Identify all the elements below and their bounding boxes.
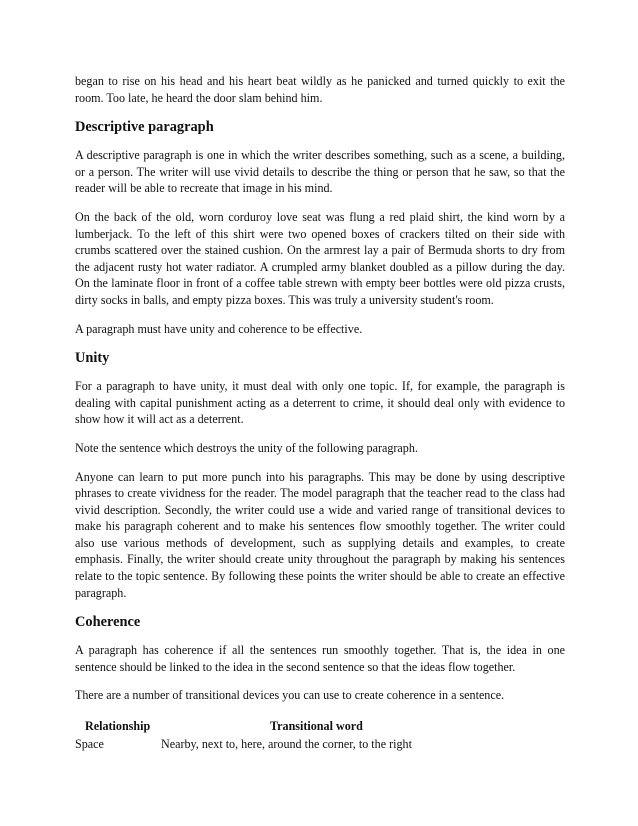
table-header-transitional-word: Transitional word xyxy=(270,719,363,734)
page-content xyxy=(75,73,565,754)
table-header-row xyxy=(75,718,565,736)
table-cell-transitional-word: Nearby, next to, here, around the corner, to the right xyxy=(161,737,412,752)
unity-heading: Unity xyxy=(75,350,110,367)
coherence-heading: Coherence xyxy=(75,614,141,631)
descriptive-example-paragraph: On the back of the old, worn corduroy love seat was flung a red plaid shirt, the kind worn by a lumberjack. To the left of this shirt were two opened boxes of crackers tilted on their side with crumbs scattered over the stained cushion. On the armrest lay a pair of Bermuda shorts to dry from the adjacent rusty hot water radiator. A crumpled army blanket doubled as a pillow during the day. On the laminate floor in front of a coffee table strewn with empty beer bottles were old pizza crusts, dirty socks in balls, and empty pizza boxes. This was truly a university student's room. xyxy=(75,209,565,307)
coherence-devices-paragraph: There are a number of transitional devices you can use to create coherence in a sentence. xyxy=(75,688,505,703)
intro-paragraph: began to rise on his head and his heart beat wildly as he panicked and turned quickly to exit the room. Too late, he heard the door slam behind him. xyxy=(75,74,565,105)
unity-note-paragraph: Note the sentence which destroys the unity of the following paragraph. xyxy=(75,440,418,455)
descriptive-definition-paragraph: A descriptive paragraph is one in which the writer describes something, such as a scene, a building, or a person. The writer will use vivid details to describe the thing or person that he saw, so that the reader will be able to recreate that image in his mind. xyxy=(75,148,565,196)
table-header-relationship: Relationship xyxy=(85,719,151,734)
table-row xyxy=(75,736,565,754)
coherence-definition-paragraph: A paragraph has coherence if all the sentences run smoothly together. That is, the idea in one sentence should be linked to the idea in the second sentence so that the ideas flow together. xyxy=(75,643,565,674)
table-cell-relationship: Space xyxy=(75,737,104,752)
unity-definition-paragraph: For a paragraph to have unity, it must deal with only one topic. If, for example, the paragraph is dealing with capital punishment acting as a deterrent to crime, it should deal only with evidence to show how it will act as a deterrent. xyxy=(75,379,565,427)
unity-example-paragraph: Anyone can learn to put more punch into his paragraphs. This may be done by using descriptive phrases to create vividness for the reader. The model paragraph that the teacher read to the class had vivid description. Secondly, the writer could use a wide and varied range of transitional devices to make his paragraph coherent and to make his sentences flow smoothly together. The writer could also use various methods of development, such as supplying details and examples, to create emphasis. Finally, the writer should create unity throughout the paragraph by making his sentences relate to the topic sentence. By following these points the writer should be able to create an effective paragraph. xyxy=(75,469,565,600)
unity-coherence-intro-paragraph: A paragraph must have unity and coherence to be effective. xyxy=(75,321,363,336)
descriptive-heading: Descriptive paragraph xyxy=(75,119,214,136)
transitional-words-table xyxy=(75,718,565,754)
